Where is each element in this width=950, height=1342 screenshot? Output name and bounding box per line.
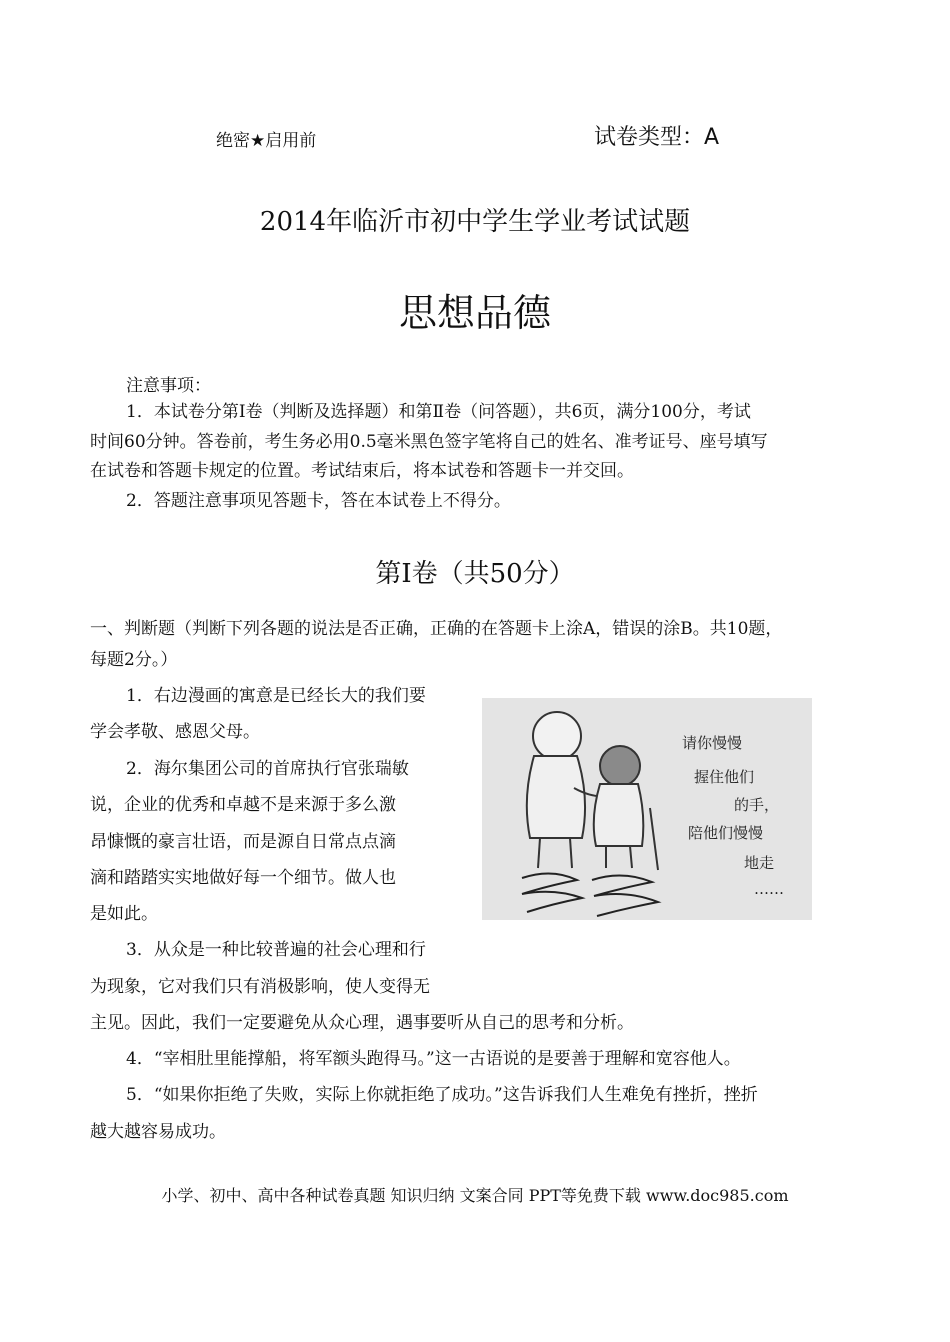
question-line: 学会孝敬、感恩父母。 <box>90 722 260 742</box>
notice-line: 2．答题注意事项见答题卡，答在本试卷上不得分。 <box>126 491 511 511</box>
confidential-mark: 绝密★启用前 <box>216 131 317 151</box>
svg-text:地走: 地走 <box>744 854 775 872</box>
question-line: 是如此。 <box>90 904 158 924</box>
part1-heading: 一、判断题（判断下列各题的说法是否正确，正确的在答题卡上涂A，错误的涂B。共10题， <box>90 619 783 639</box>
svg-text:……: …… <box>754 880 784 898</box>
svg-text:陪他们慢慢: 陪他们慢慢 <box>688 824 764 842</box>
svg-text:的手，: 的手， <box>734 796 780 814</box>
subject-title: 思想品德 <box>398 291 551 335</box>
paper-type: 试卷类型：A <box>594 125 720 150</box>
question-line: 说，企业的优秀和卓越不是来源于多么激 <box>90 795 396 815</box>
cartoon-image <box>482 698 812 920</box>
svg-text:请你慢慢: 请你慢慢 <box>682 734 743 752</box>
footer-text: 小学、初中、高中各种试卷真题 知识归纳 文案合同 PPT等免费下载 www.doc985.com <box>161 1186 789 1205</box>
question-line: 1．右边漫画的寓意是已经长大的我们要 <box>126 686 426 706</box>
question-line: 主见。因此，我们一定要避免从众心理，遇事要听从自己的思考和分析。 <box>90 1013 634 1033</box>
svg-text:握住他们: 握住他们 <box>694 768 755 786</box>
notice-line: 时间60分钟。答卷前，考生务必用0.5毫米黑色签字笔将自己的姓名、准考证号、座号填写 <box>90 432 768 452</box>
question-line: 4．“宰相肚里能撑船，将军额头跑得马。”这一古语说的是要善于理解和宽容他人。 <box>126 1049 741 1069</box>
question-line: 3．从众是一种比较普遍的社会心理和行 <box>126 940 426 960</box>
question-line: 5．“如果你拒绝了失败，实际上你就拒绝了成功。”这告诉我们人生难免有挫折，挫折 <box>126 1085 758 1105</box>
question-line: 昂慷慨的豪言壮语，而是源自日常点点滴 <box>90 832 396 852</box>
section-title: 第Ⅰ卷（共50分） <box>375 559 575 589</box>
question-line: 2．海尔集团公司的首席执行官张瑞敏 <box>126 759 409 779</box>
question-line: 越大越容易成功。 <box>90 1122 226 1142</box>
question-line: 为现象，它对我们只有消极影响，使人变得无 <box>90 977 430 997</box>
notice-line: 在试卷和答题卡规定的位置。考试结束后，将本试卷和答题卡一并交回。 <box>90 461 634 481</box>
part1-heading: 每题2分。） <box>90 650 178 670</box>
notice-heading: 注意事项： <box>126 376 211 396</box>
question-line: 滴和踏踏实实地做好每一个细节。做人也 <box>90 868 396 888</box>
notice-line: 1．本试卷分第Ⅰ卷（判断及选择题）和第Ⅱ卷（问答题），共6页，满分100分，考试 <box>126 402 751 422</box>
exam-title: 2014年临沂市初中学生学业考试试题 <box>259 207 691 237</box>
